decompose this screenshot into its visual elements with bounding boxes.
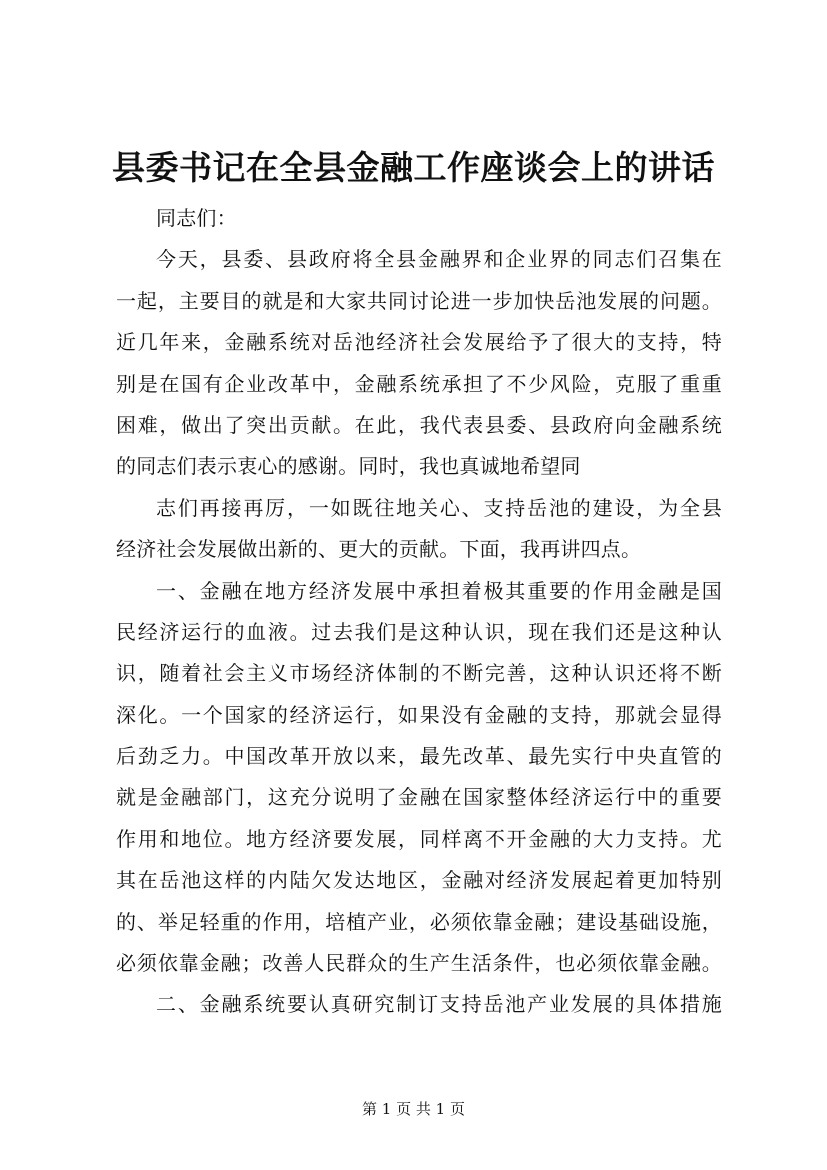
body-line: 必须依靠金融；改善人民群众的生产生活条件，也必须依靠金融。	[116, 951, 722, 976]
body-line: 识，随着社会主义市场经济体制的不断完善，这种认识还将不断	[116, 661, 722, 686]
body-line: 的同志们表示衷心的感谢。同时，我也真诚地希望同	[116, 454, 581, 479]
body-line: 深化。一个国家的经济运行，如果没有金融的支持，那就会显得	[116, 702, 722, 727]
section-heading-line: 二、金融系统要认真研究制订支持岳池产业发展的具体措施	[156, 992, 722, 1017]
salutation-line: 同志们：	[156, 206, 237, 230]
page-number-footer: 第 1 页 共 1 页	[362, 1100, 465, 1118]
document-title: 县委书记在全县金融工作座谈会上的讲话	[112, 148, 715, 187]
body-line: 困难，做出了突出贡献。在此，我代表县委、县政府向金融系统	[116, 412, 722, 437]
body-line: 就是金融部门，这充分说明了金融在国家整体经济运行中的重要	[116, 785, 722, 810]
section-heading-line: 一、金融在地方经济发展中承担着极其重要的作用金融是国	[156, 578, 722, 603]
body-line: 民经济运行的血液。过去我们是这种认识，现在我们还是这种认	[116, 619, 722, 644]
body-line: 其在岳池这样的内陆欠发达地区，金融对经济发展起着更加特别	[116, 868, 722, 893]
body-line: 今天，县委、县政府将全县金融界和企业界的同志们召集在	[156, 247, 722, 272]
body-line: 后劲乏力。中国改革开放以来，最先改革、最先实行中央直管的	[116, 744, 722, 769]
body-line: 的、举足轻重的作用，培植产业，必须依靠金融；建设基础设施，	[116, 909, 722, 934]
body-line: 别是在国有企业改革中，金融系统承担了不少风险，克服了重重	[116, 371, 722, 396]
body-line: 志们再接再厉，一如既往地关心、支持岳池的建设，为全县	[156, 495, 722, 520]
body-line: 作用和地位。地方经济要发展，同样离不开金融的大力支持。尤	[116, 826, 722, 851]
body-line: 近几年来，金融系统对岳池经济社会发展给予了很大的支持，特	[116, 330, 722, 355]
body-line: 经济社会发展做出新的、更大的贡献。下面，我再讲四点。	[116, 537, 642, 562]
document-body	[116, 198, 722, 1026]
body-line: 一起，主要目的就是和大家共同讨论进一步加快岳池发展的问题。	[116, 288, 722, 313]
